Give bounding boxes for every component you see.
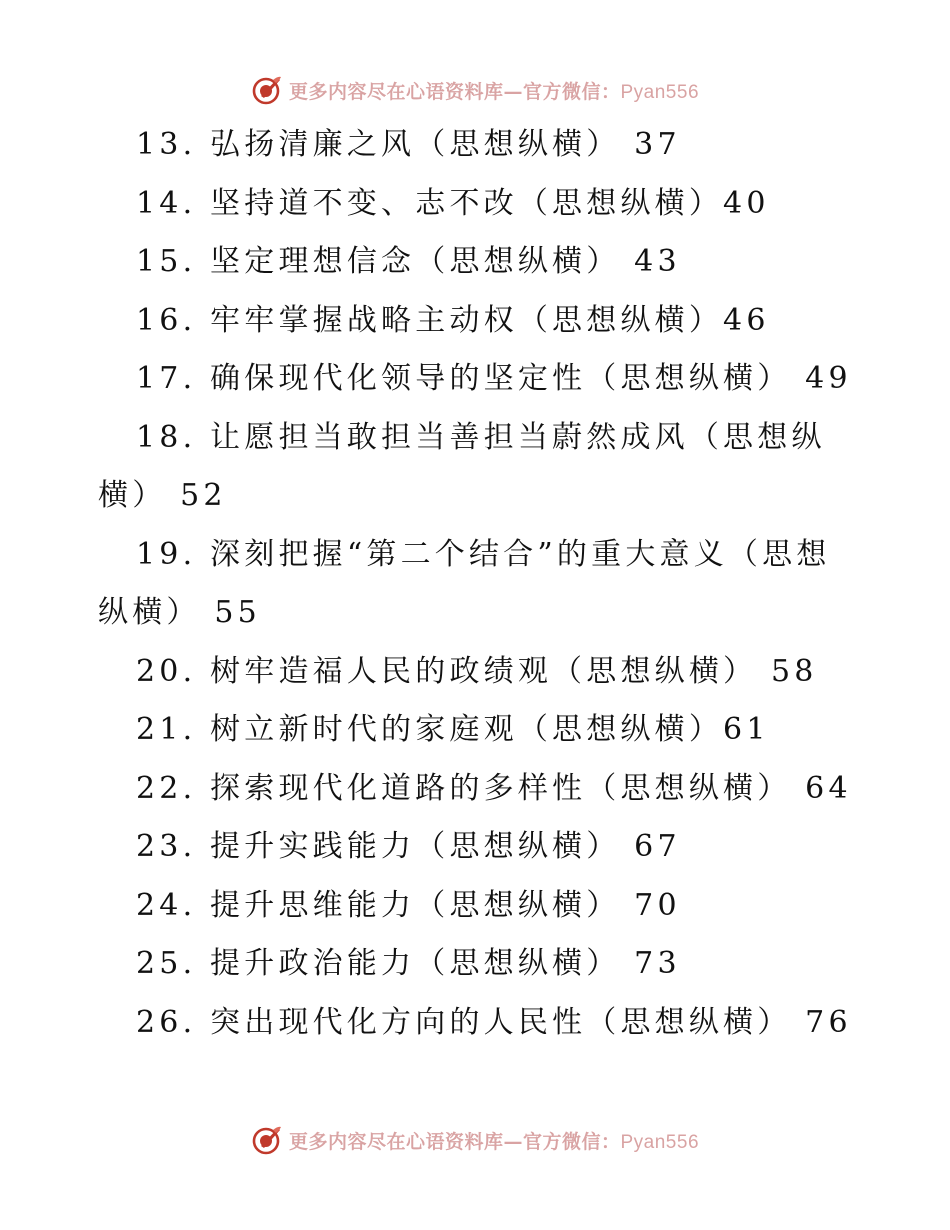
toc-entry: 13. 弘扬清廉之风（思想纵横） 37 <box>136 127 681 162</box>
toc-entry: 17. 确保现代化领导的坚定性（思想纵横） 49 <box>136 361 852 396</box>
toc-entry: 22. 探索现代化道路的多样性（思想纵横） 64 <box>136 770 852 806</box>
footer-watermark-banner <box>0 1120 950 1160</box>
toc-entry: 15. 坚定理想信念（思想纵横） 43 <box>136 244 681 279</box>
toc-entry: 16. 牢牢掌握战略主动权（思想纵横）46 <box>136 302 770 338</box>
header-banner-label: 更多内容尽在心语资料库—官方微信： <box>288 80 621 103</box>
footer-banner-text <box>289 1127 699 1154</box>
toc-entry: 20. 树牢造福人民的政绩观（思想纵横） 58 <box>136 653 818 689</box>
toc-entry: 24. 提升思维能力（思想纵横） 70 <box>136 887 681 923</box>
toc-entry: 23. 提升实践能力（思想纵横） 67 <box>136 829 681 864</box>
toc-entry: 18. 让愿担当敢担当善担当蔚然成风（思想纵横） 52 <box>98 419 826 513</box>
footer-wechat-id: Pyan556 <box>620 1131 700 1153</box>
table-of-contents <box>98 116 858 1052</box>
toc-entry: 26. 突出现代化方向的人民性（思想纵横） 76 <box>136 1004 852 1040</box>
header-watermark-banner <box>0 70 950 110</box>
toc-entry: 19. 深刻把握“第二个结合”的重大意义（思想纵横） 55 <box>98 536 831 630</box>
toc-entry: 21. 树立新时代的家庭观（思想纵横）61 <box>136 712 770 747</box>
toc-entry: 14. 坚持道不变、志不改（思想纵横）40 <box>136 185 770 221</box>
header-wechat-id: Pyan556 <box>620 81 700 103</box>
quill-pen-logo-icon <box>251 74 283 106</box>
quill-pen-logo-icon <box>251 1124 283 1156</box>
footer-banner-label: 更多内容尽在心语资料库—官方微信： <box>288 1130 621 1153</box>
header-banner-text <box>289 77 699 104</box>
toc-entry: 25. 提升政治能力（思想纵横） 73 <box>136 946 681 981</box>
